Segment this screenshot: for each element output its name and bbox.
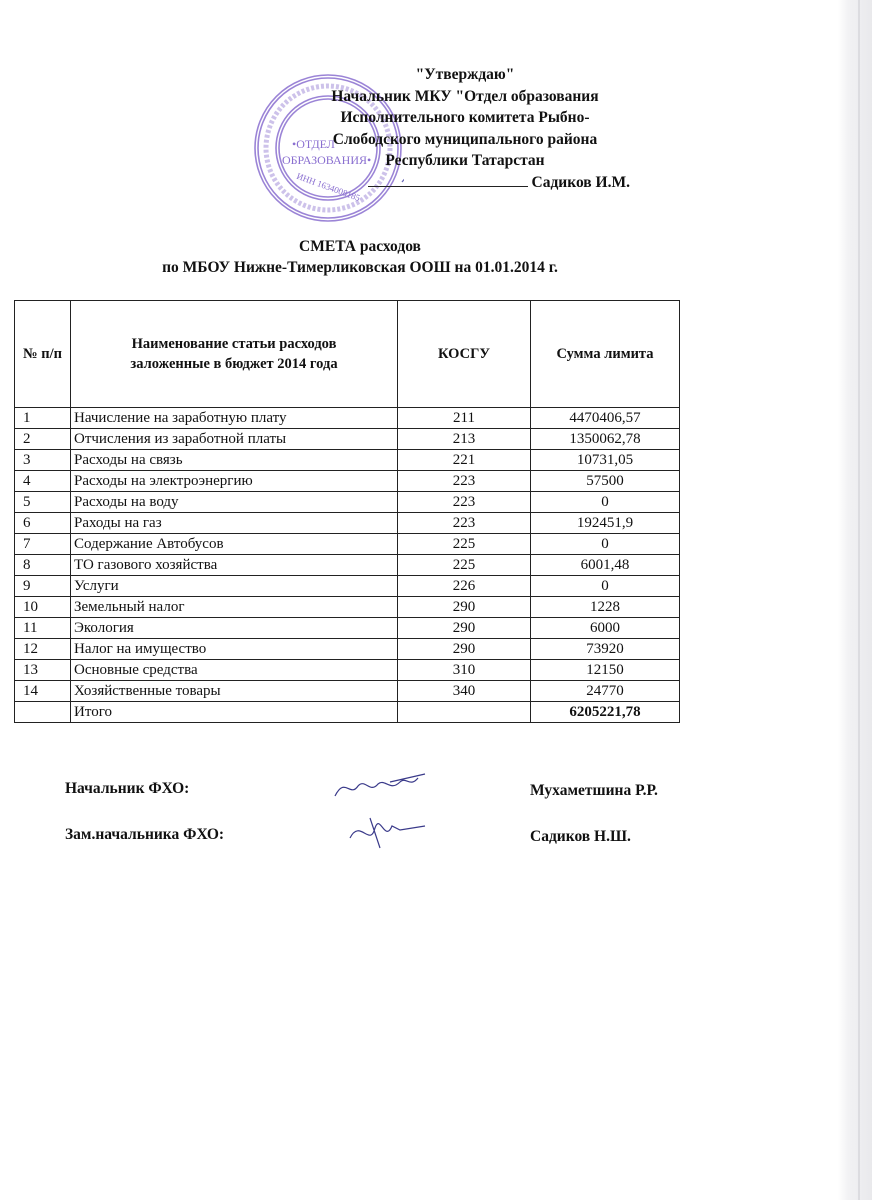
row-kosgu: 290	[398, 639, 531, 660]
row-kosgu: 290	[398, 618, 531, 639]
table-row	[15, 597, 680, 618]
row-name: Содержание Автобусов	[71, 534, 398, 555]
row-number: 14	[15, 681, 71, 702]
row-kosgu: 225	[398, 555, 531, 576]
svg-text:•ОТДЕЛ: •ОТДЕЛ	[292, 137, 335, 151]
table-row	[15, 471, 680, 492]
row-name: Начисление на заработную плату	[71, 408, 398, 429]
row-name: Раходы на газ	[71, 513, 398, 534]
svg-text:ИНН 1634008185: ИНН 1634008185	[295, 170, 362, 204]
approval-line: Исполнительного комитета Рыбно-	[340, 109, 590, 126]
approval-line: Слободского муниципального района	[332, 130, 598, 148]
row-name: Экология	[71, 618, 398, 639]
row-amount: 0	[531, 576, 680, 597]
row-number: 4	[15, 471, 71, 492]
row-amount: 57500	[531, 471, 680, 492]
signature-role: Зам.начальника ФХО:	[65, 826, 225, 843]
approval-block	[300, 64, 630, 193]
table-header-row	[15, 301, 680, 408]
row-kosgu: 310	[398, 660, 531, 681]
table-row	[15, 429, 680, 450]
table-row	[15, 492, 680, 513]
row-number: 6	[15, 513, 71, 534]
table-row	[15, 639, 680, 660]
row-number: 13	[15, 660, 71, 681]
scan-edge	[838, 0, 872, 1200]
row-name: Расходы на электроэнергию	[71, 471, 398, 492]
document-subtitle: по МБОУ Нижне-Тимерликовская ООШ на 01.01.2014 г.	[162, 259, 558, 276]
row-name: Основные средства	[71, 660, 398, 681]
table-row	[15, 450, 680, 471]
row-number: 11	[15, 618, 71, 639]
row-kosgu: 340	[398, 681, 531, 702]
header-number: № п/п	[15, 301, 71, 408]
row-amount: 73920	[531, 639, 680, 660]
table-row	[15, 660, 680, 681]
expense-table	[14, 300, 680, 723]
row-name: Расходы на воду	[71, 492, 398, 513]
table-row	[15, 618, 680, 639]
table-row	[15, 555, 680, 576]
row-name: Отчисления из заработной платы	[71, 429, 398, 450]
table-body	[15, 408, 680, 723]
row-name: Налог на имущество	[71, 639, 398, 660]
row-number: 2	[15, 429, 71, 450]
scan-edge-line	[858, 0, 860, 1200]
document-title: СМЕТА расходов	[299, 238, 421, 255]
table-row	[15, 534, 680, 555]
signature-name: Мухаметшина Р.Р.	[530, 782, 658, 799]
approval-line: Начальник МКУ "Отдел образования	[331, 87, 599, 105]
row-amount: 1228	[531, 597, 680, 618]
row-number: 10	[15, 597, 71, 618]
approval-line: Республики Татарстан	[385, 152, 545, 169]
table-row	[15, 576, 680, 597]
row-name: Услуги	[71, 576, 398, 597]
row-kosgu: 225	[398, 534, 531, 555]
header-name: Наименование статьи расходов заложенные в бюджет 2014 года	[71, 301, 398, 408]
row-amount: 6000	[531, 618, 680, 639]
row-amount: 0	[531, 534, 680, 555]
row-amount: 12150	[531, 660, 680, 681]
handwritten-signatures	[330, 768, 440, 858]
signature-line	[368, 172, 528, 187]
approval-signatory: Садиков И.М.	[531, 173, 630, 191]
row-amount: 0	[531, 492, 680, 513]
table-row	[15, 513, 680, 534]
row-kosgu: 221	[398, 450, 531, 471]
svg-text:ОБРАЗОВАНИЯ•: ОБРАЗОВАНИЯ•	[282, 153, 372, 167]
total-label: Итого	[71, 702, 398, 723]
row-number: 3	[15, 450, 71, 471]
row-kosgu: 226	[398, 576, 531, 597]
row-kosgu: 223	[398, 471, 531, 492]
table-row	[15, 408, 680, 429]
header-amount: Сумма лимита	[531, 301, 680, 408]
total-value: 6205221,78	[531, 702, 680, 723]
row-amount: 4470406,57	[531, 408, 680, 429]
row-number: 7	[15, 534, 71, 555]
row-name: Хозяйственные товары	[71, 681, 398, 702]
row-name: Расходы на связь	[71, 450, 398, 471]
row-amount: 10731,05	[531, 450, 680, 471]
row-kosgu: 223	[398, 513, 531, 534]
approval-heading: "Утверждаю"	[415, 66, 515, 83]
row-kosgu: 211	[398, 408, 531, 429]
row-kosgu: 223	[398, 492, 531, 513]
row-number: 8	[15, 555, 71, 576]
row-name: Земельный налог	[71, 597, 398, 618]
approval-signature	[300, 172, 630, 194]
row-number: 9	[15, 576, 71, 597]
signature-role: Начальник ФХО:	[65, 780, 190, 797]
row-kosgu: 290	[398, 597, 531, 618]
row-amount: 192451,9	[531, 513, 680, 534]
header-kosgu: КОСГУ	[398, 301, 531, 408]
row-number: 5	[15, 492, 71, 513]
total-number	[15, 702, 71, 723]
row-amount: 24770	[531, 681, 680, 702]
row-number: 12	[15, 639, 71, 660]
row-amount: 6001,48	[531, 555, 680, 576]
signature-name: Садиков Н.Ш.	[530, 828, 631, 845]
row-number: 1	[15, 408, 71, 429]
table-row	[15, 681, 680, 702]
total-kosgu	[398, 702, 531, 723]
row-name: ТО газового хозяйства	[71, 555, 398, 576]
total-row	[15, 702, 680, 723]
row-kosgu: 213	[398, 429, 531, 450]
row-amount: 1350062,78	[531, 429, 680, 450]
